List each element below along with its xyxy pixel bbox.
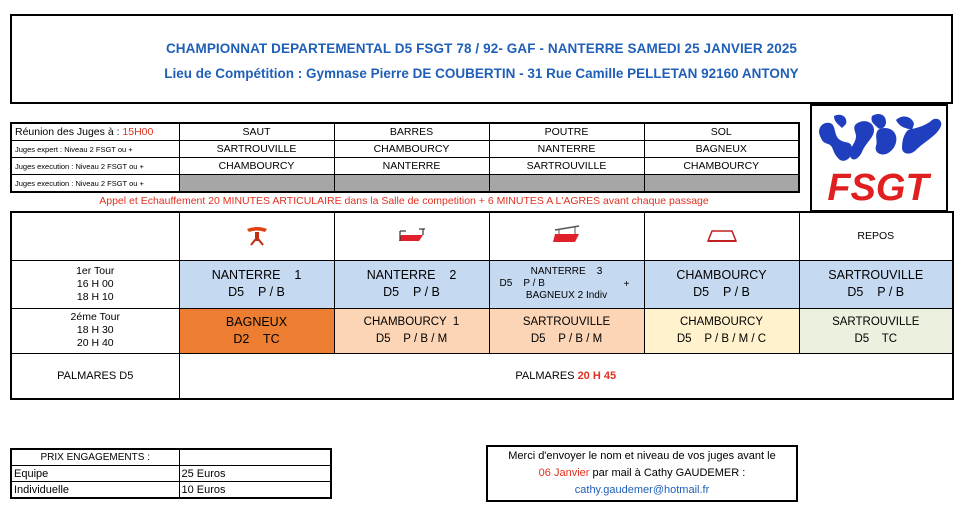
schedule-header-row [11, 212, 953, 260]
prix-value: 10 Euros [179, 482, 331, 499]
judges-row-label: Juges expert : Niveau 2 FSGT ou + [11, 141, 179, 158]
palmares-row [11, 353, 953, 399]
team-name: SARTROUVILLE [522, 315, 611, 328]
judges-cell: SARTROUVILLE [179, 141, 334, 158]
floor-icon [706, 229, 738, 243]
fsgt-logo-graphic [812, 106, 946, 210]
tour1-name: 1er Tour [76, 264, 115, 277]
judges-cell-empty [489, 175, 644, 193]
beam-cell [489, 212, 644, 260]
team-level: D5 P / B [383, 285, 440, 299]
warmup-notice: Appel et Echauffement 20 MINUTES ARTICULAIRE dans la Salle de competition + 6 MINUTES A L'AGRES avant chaque passage [99, 195, 709, 207]
judges-cell: NANTERRE [489, 141, 644, 158]
apparatus-poutre: POUTRE [489, 123, 644, 141]
tour2-name: 2éme Tour [70, 311, 120, 323]
team-extra: BAGNEUX 2 Indiv [525, 290, 608, 301]
fsgt-logo [810, 104, 948, 212]
schedule-table [10, 211, 954, 400]
bars-cell [334, 212, 489, 260]
team-level: D5 P / B / M [375, 332, 448, 345]
tour1-saut [179, 260, 334, 308]
tour1-sol [644, 260, 799, 308]
palmares-label: PALMARES D5 [11, 353, 179, 399]
team-name: SARTROUVILLE [828, 268, 924, 282]
bars-icon [397, 227, 427, 245]
apparatus-barres: BARRES [334, 123, 489, 141]
prix-value: 25 Euros [179, 466, 331, 482]
meeting-time: 15H00 [122, 126, 154, 138]
palmares-text: PALMARES [515, 369, 578, 382]
team-level: D5 P / B [228, 285, 285, 299]
message-line-2 [488, 465, 796, 482]
judges-cell-empty [179, 175, 334, 193]
tour1-repos [799, 260, 953, 308]
team-name: CHAMBOURCY [679, 315, 764, 328]
team-name: NANTERRE 3 [530, 266, 603, 277]
plus-sign: + [623, 278, 630, 290]
location-line: Lieu de Compétition : Gymnase Pierre DE COUBERTIN - 31 Rue Camille PELLETAN 92160 ANTONY [164, 66, 799, 81]
judges-row-execution-2 [11, 175, 799, 193]
palmares-cell [179, 353, 953, 399]
tour1-poutre [489, 260, 644, 308]
team-level: D5 P / B / M / C [676, 332, 767, 345]
judges-cell: CHAMBOURCY [179, 158, 334, 175]
judges-contact-box [486, 445, 798, 502]
team-level: D2 TC [233, 331, 280, 346]
beam-icon [551, 224, 583, 248]
tour2-poutre [489, 308, 644, 353]
prix-label: Equipe [11, 466, 179, 482]
apparatus-saut: SAUT [179, 123, 334, 141]
team-level: D5 P / B [847, 285, 905, 299]
prix-label: Individuelle [11, 482, 179, 499]
tour2-sol [644, 308, 799, 353]
judges-cell-empty [334, 175, 489, 193]
tour2-repos [799, 308, 953, 353]
floor-cell [644, 212, 799, 260]
fsgt-logo-text: FSGT [827, 167, 929, 209]
header-box [10, 14, 953, 104]
repos-header: REPOS [799, 212, 953, 260]
message-text: par mail à Cathy GAUDEMER : [589, 467, 746, 479]
team-name: NANTERRE 1 [211, 268, 302, 282]
vault-cell [179, 212, 334, 260]
team-name: SARTROUVILLE [832, 315, 920, 328]
judges-table [10, 122, 800, 193]
meeting-cell [11, 123, 179, 141]
judges-cell: SARTROUVILLE [489, 158, 644, 175]
prix-title: PRIX ENGAGEMENTS : [11, 449, 179, 466]
judges-cell: BAGNEUX [644, 141, 799, 158]
tour2-end: 20 H 40 [76, 337, 114, 349]
tour1-label [11, 260, 179, 308]
message-date: 06 Janvier [538, 467, 590, 479]
email-link[interactable]: cathy.gaudemer@hotmail.fr [574, 484, 710, 496]
tour2-row [11, 308, 953, 353]
tour1-start: 16 H 00 [76, 277, 114, 290]
tour1-end: 18 H 10 [76, 290, 114, 303]
palmares-time: 20 H 45 [577, 369, 617, 382]
judges-cell: NANTERRE [334, 158, 489, 175]
judges-header-row [11, 123, 799, 141]
team-name: CHAMBOURCY [676, 268, 767, 282]
judges-cell: CHAMBOURCY [334, 141, 489, 158]
tour2-start: 18 H 30 [76, 324, 114, 336]
team-level: D5 P / B [693, 285, 750, 299]
page-title: CHAMPIONNAT DEPARTEMENTAL D5 FSGT 78 / 92- GAF - NANTERRE SAMEDI 25 JANVIER 2025 [165, 41, 798, 56]
prix-header-empty [179, 449, 331, 466]
team-level: D5 P / B [499, 278, 545, 289]
tour1-row [11, 260, 953, 308]
team-name: NANTERRE 2 [366, 268, 457, 282]
tour2-barres [334, 308, 489, 353]
judges-row-execution-1 [11, 158, 799, 175]
judges-cell: CHAMBOURCY [644, 158, 799, 175]
tour2-saut [179, 308, 334, 353]
apparatus-sol: SOL [644, 123, 799, 141]
schedule-corner [11, 212, 179, 260]
tour1-barres [334, 260, 489, 308]
vault-icon [245, 225, 269, 247]
judges-row-expert [11, 141, 799, 158]
prix-header-row [11, 449, 331, 466]
message-line-1: Merci d'envoyer le nom et niveau de vos juges avant le [508, 450, 776, 462]
prix-row-individuelle [11, 482, 331, 499]
judges-cell-empty [644, 175, 799, 193]
team-level: D5 P / B / M [530, 332, 603, 345]
judges-row-label: Juges execution : Niveau 2 FSGT ou + [11, 158, 179, 175]
judges-row-label: Juges execution : Niveau 2 FSGT ou + [11, 175, 179, 193]
prix-table [10, 448, 332, 499]
team-level: D5 TC [854, 332, 898, 345]
prix-row-equipe [11, 466, 331, 482]
team-name: BAGNEUX [225, 314, 288, 329]
team-name: CHAMBOURCY 1 [363, 315, 460, 328]
meeting-label: Réunion des Juges à : [15, 126, 123, 138]
tour2-label [11, 308, 179, 353]
